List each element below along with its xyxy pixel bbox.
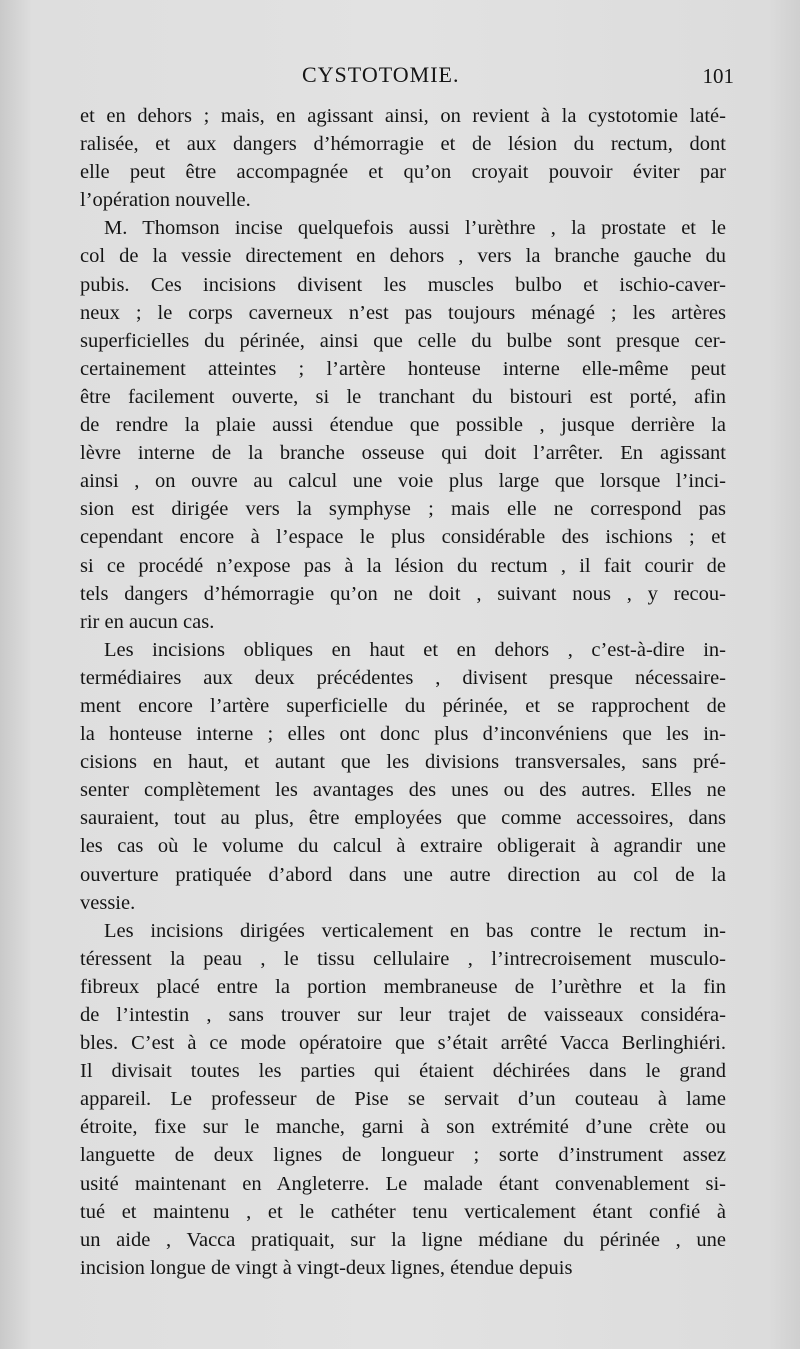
text-line: si ce procédé n’expose pas à la lésion du rectum , il fait courir de [80,554,726,577]
text-line: M. Thomson incise quelquefois aussi l’urèthre , la prostate et le [104,217,726,240]
text-line: termédiaires aux deux précédentes , divisent presque nécessaire- [80,666,726,689]
text-line: Les incisions dirigées verticalement en bas contre le rectum in- [104,919,726,942]
text-line: cisions en haut, et autant que les divisions transversales, sans pré- [80,751,726,774]
text-line: sauraient, tout au plus, être employées que comme accessoires, dans [80,807,726,830]
text-line: tué et maintenu , et le cathéter tenu verticalement étant confié à [80,1200,726,1223]
text-line: tels dangers d’hémorragie qu’on ne doit , suivant nous , y recou- [80,582,726,605]
text-line: superficielles du périnée, ainsi que celle du bulbe sont presque cer- [80,329,726,352]
text-line: de rendre la plaie aussi étendue que possible , jusque derrière la [80,414,726,437]
text-line: les cas où le volume du calcul à extraire obligerait à agrandir une [80,835,726,858]
text-line: certainement atteintes ; l’artère honteuse interne elle-même peut [80,357,726,380]
text-line: de l’intestin , sans trouver sur leur trajet de vaisseaux considéra- [80,1004,726,1026]
text-line: ralisée, et aux dangers d’hémorragie et de lésion du rectum, dont [80,133,726,156]
text-line: téressent la peau , le tissu cellulaire , l’intrecroisement musculo- [80,947,726,970]
paragraph [80,636,726,917]
text-line: pubis. Ces incisions divisent les muscles bulbo et ischio-caver- [80,273,726,296]
text-line: usité maintenant en Angleterre. Le malade étant convenablement si- [80,1172,726,1195]
text-line: lèvre interne de la branche osseuse qui doit l’arrêter. En agissant [80,442,726,465]
paragraph [80,214,726,635]
text-line: incision longue de vingt à vingt-deux lignes, étendue depuis [80,1256,573,1279]
text-line: col de la vessie directement en dehors , vers la branche gauche du [80,245,726,268]
text-line: l’opération nouvelle. [80,189,251,212]
text-line: ment encore l’artère superficielle du périnée, et se rapprochent de [80,694,726,717]
text-line: un aide , Vacca pratiquait, sur la ligne médiane du périnée , une [80,1228,726,1251]
text-line: neux ; le corps caverneux n’est pas toujours ménagé ; les artères [80,301,726,324]
text-line: appareil. Le professeur de Pise se servait d’un couteau à lame [80,1088,726,1111]
running-head [80,58,740,92]
page-title: CYSTOTOMIE. [302,62,460,87]
text-line: rir en aucun cas. [80,610,215,633]
text-line: cependant encore à l’espace le plus considérable des ischions ; et [80,526,726,549]
text-line: vessie. [80,891,136,914]
text-line: ainsi , on ouvre au calcul une voie plus large que lorsque l’inci- [80,470,726,493]
text-line: étroite, fixe sur le manche, garni à son extrémité d’une crète ou [80,1116,726,1139]
text-line: Il divisait toutes les parties qui étaient déchirées dans le grand [80,1060,726,1083]
text-line: fibreux placé entre la portion membraneuse de l’urèthre et la fin [80,975,726,998]
text-line: languette de deux lignes de longueur ; sorte d’instrument assez [80,1144,726,1167]
text-line: être facilement ouverte, si le tranchant du bistouri est porté, afin [80,385,726,408]
text-line: la honteuse interne ; elles ont donc plus d’inconvéniens que les in- [80,723,726,746]
text-line: bles. C’est à ce mode opératoire que s’était arrêté Vacca Berlinghiéri. [80,1032,726,1055]
text-line: Les incisions obliques en haut et en dehors , c’est-à-dire in- [104,638,726,661]
body-text [80,102,726,1282]
text-line: sion est dirigée vers la symphyse ; mais elle ne correspond pas [80,498,726,521]
page-number: 101 [702,64,734,88]
text-line: elle peut être accompagnée et qu’on croyait pouvoir éviter par [80,161,726,184]
text-line: senter complètement les avantages des unes ou des autres. Elles ne [80,779,726,802]
paragraph [80,917,726,1282]
text-line: et en dehors ; mais, en agissant ainsi, on revient à la cystotomie laté- [80,105,726,127]
text-line: ouverture pratiquée d’abord dans une autre direction au col de la [80,863,726,886]
paragraph [80,102,726,214]
